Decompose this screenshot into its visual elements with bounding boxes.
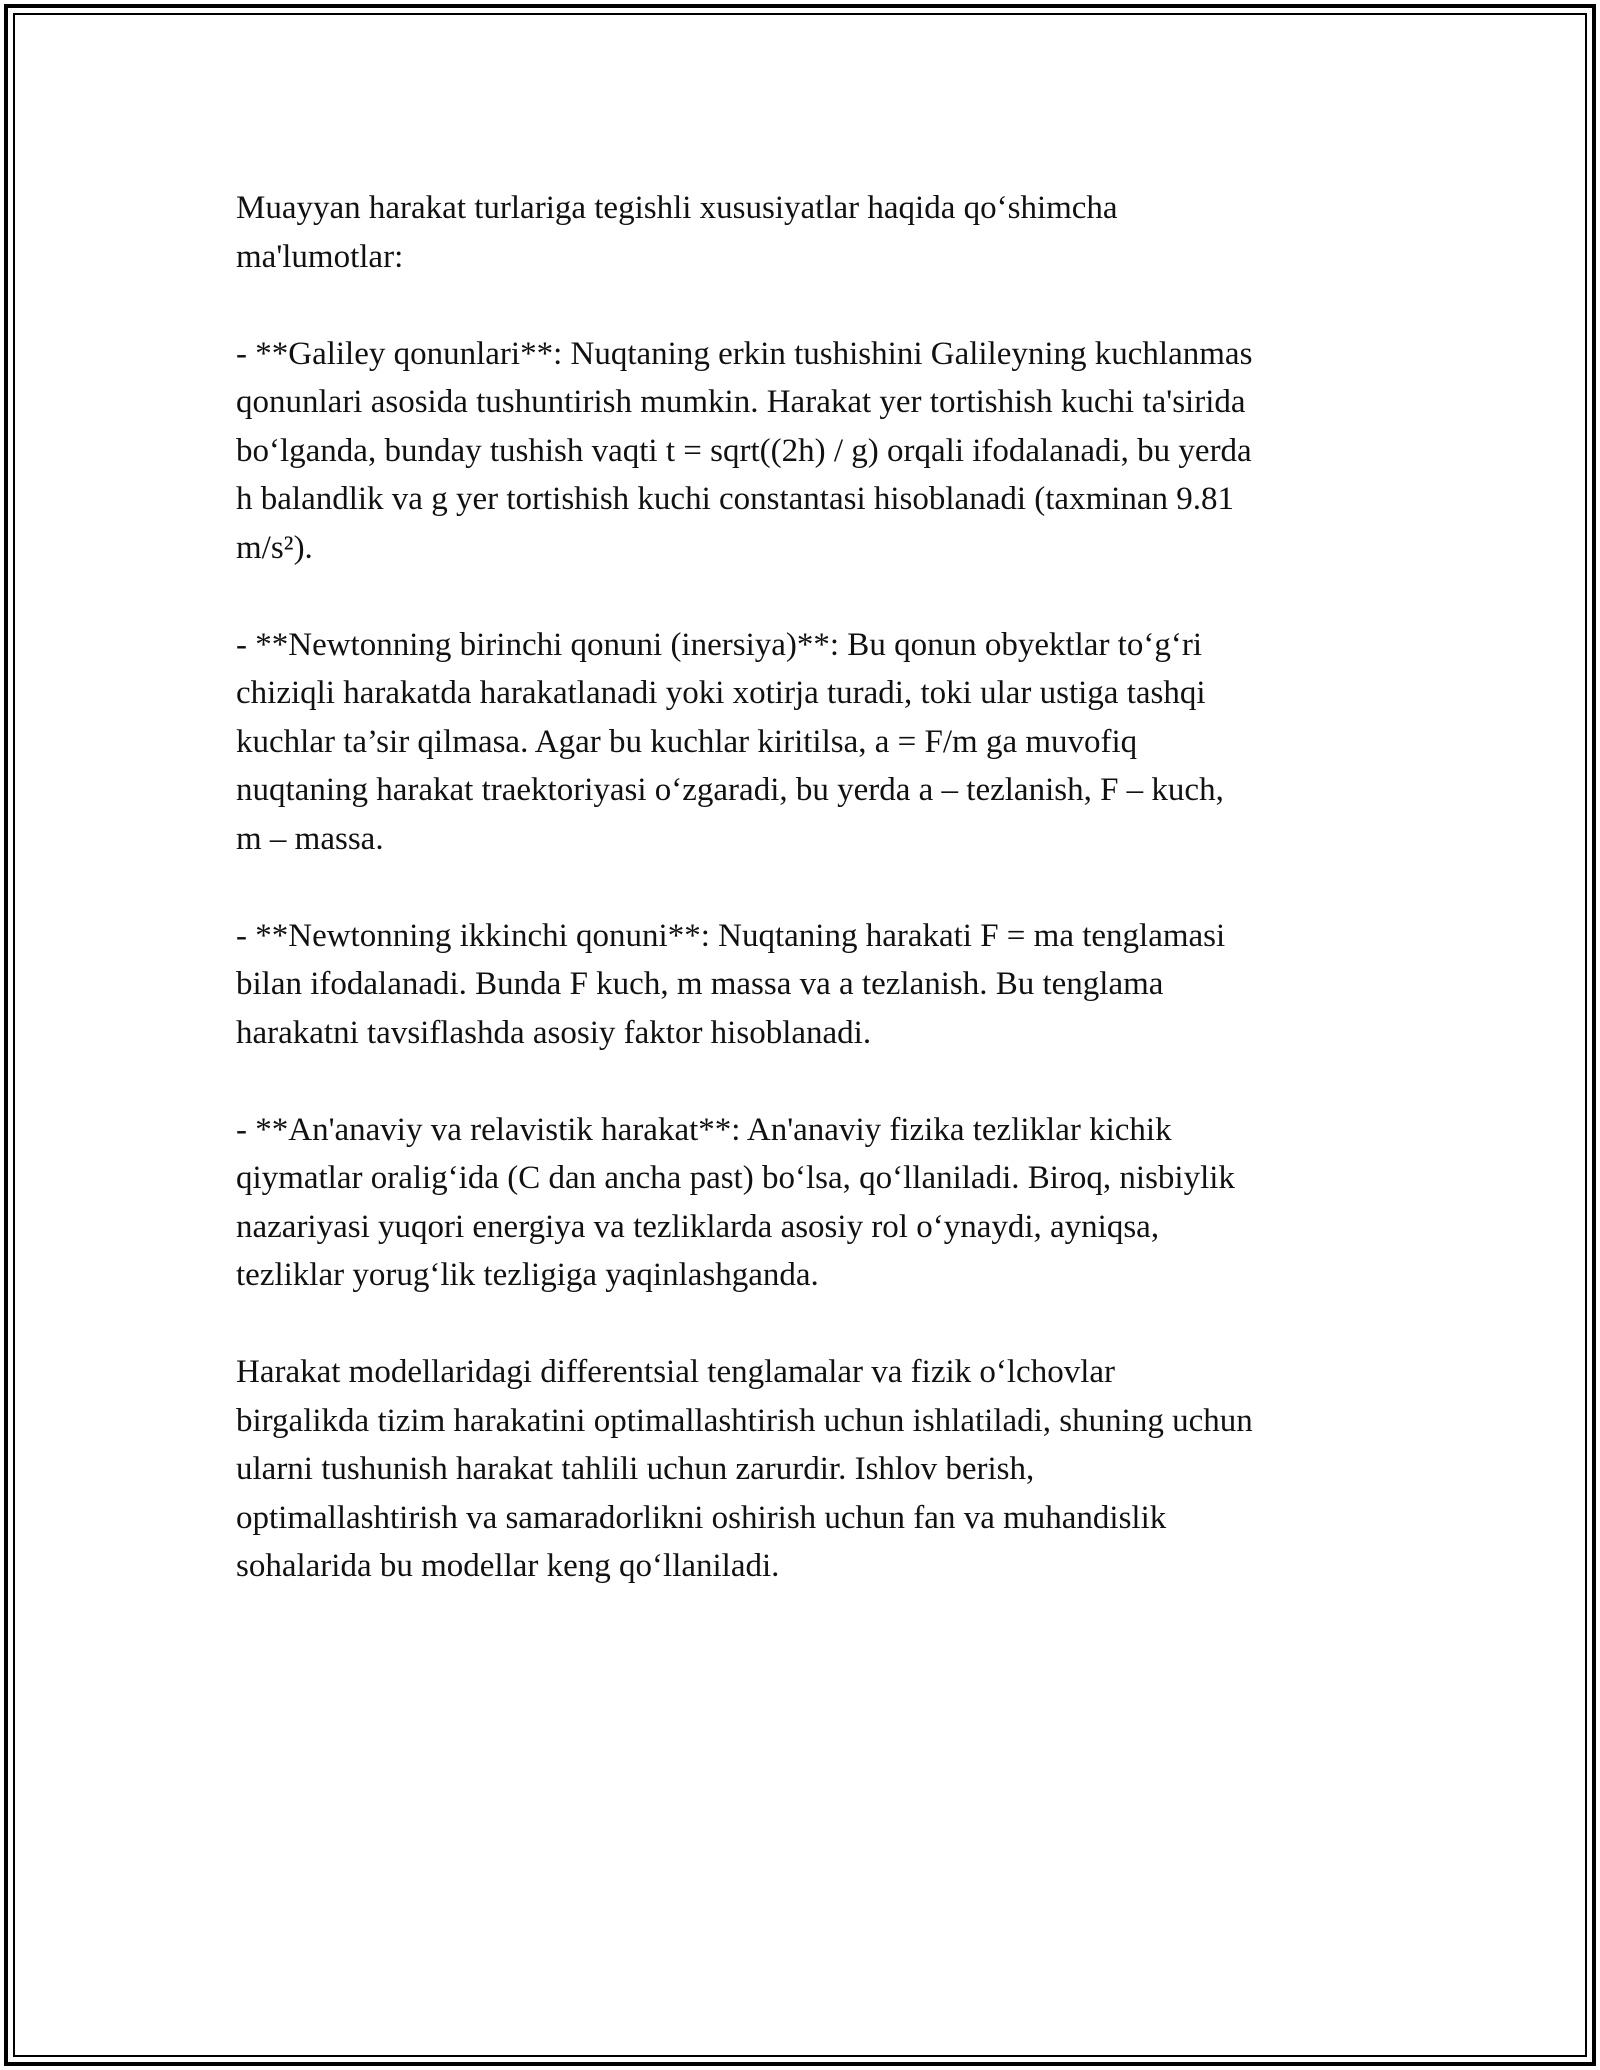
classical-relativistic-paragraph: - **An'anaviy va relavistik harakat**: An'anaviy fizika tezliklar kichik qiymatlar oralig‘ida (C dan ancha past) bo‘lsa, qo‘llaniladi. Biroq, nisbiylik nazariyasi yuqori energiya va tezliklarda asosiy rol o‘ynaydi, ayniqsa, tezliklar yorug‘lik tezligiga yaqinlashganda. — [236, 1111, 1235, 1293]
document-body — [236, 184, 1396, 1591]
galiley-laws-paragraph: - **Galiley qonunlari**: Nuqtaning erkin tushishini Galileyning kuchlanmas qonunlari asosida tushuntirish mumkin. Harakat yer tortishish kuchi ta'sirida bo‘lganda, bunday tushish vaqti t = sqrt((2h) / g) orqali ifodalanadi, bu yerda h balandlik va g yer tortishish kuchi constantasi hisoblanadi (taxminan 9.81 m/s²). — [236, 335, 1253, 566]
intro-paragraph: Muayyan harakat turlariga tegishli xususiyatlar haqida qo‘shimcha ma'lumotlar: — [236, 190, 1118, 275]
newton-first-law-paragraph: - **Newtonning birinchi qonuni (inersiya)**: Bu qonun obyektlar to‘g‘ri chiziqli harakatda harakatlanadi yoki xotirja turadi, toki ular ustiga tashqi kuchlar ta’sir qilmasa. Agar bu kuchlar kiritilsa, a = F/m ga muvofiq nuqtaning harakat traektoriyasi o‘zgaradi, bu yerda a – tezlanish, F – kuch, m – massa. — [236, 626, 1224, 857]
conclusion-paragraph: Harakat modellaridagi differentsial tenglamalar va fizik o‘lchovlar birgalikda tizim harakatini optimallashtirish uchun ishlatiladi, shuning uchun ularni tushunish harakat tahlili uchun zarurdir. Ishlov berish, optimallashtirish va samaradorlikni oshirish uchun fan va muhandislik sohalarida bu modellar keng qo‘llaniladi. — [236, 1354, 1253, 1584]
newton-second-law-paragraph: - **Newtonning ikkinchi qonuni**: Nuqtaning harakati F = ma tenglamasi bilan ifodalanadi. Bunda F kuch, m massa va a tezlanish. Bu tenglama harakatni tavsiflashda asosiy faktor hisoblanadi. — [236, 917, 1226, 1051]
